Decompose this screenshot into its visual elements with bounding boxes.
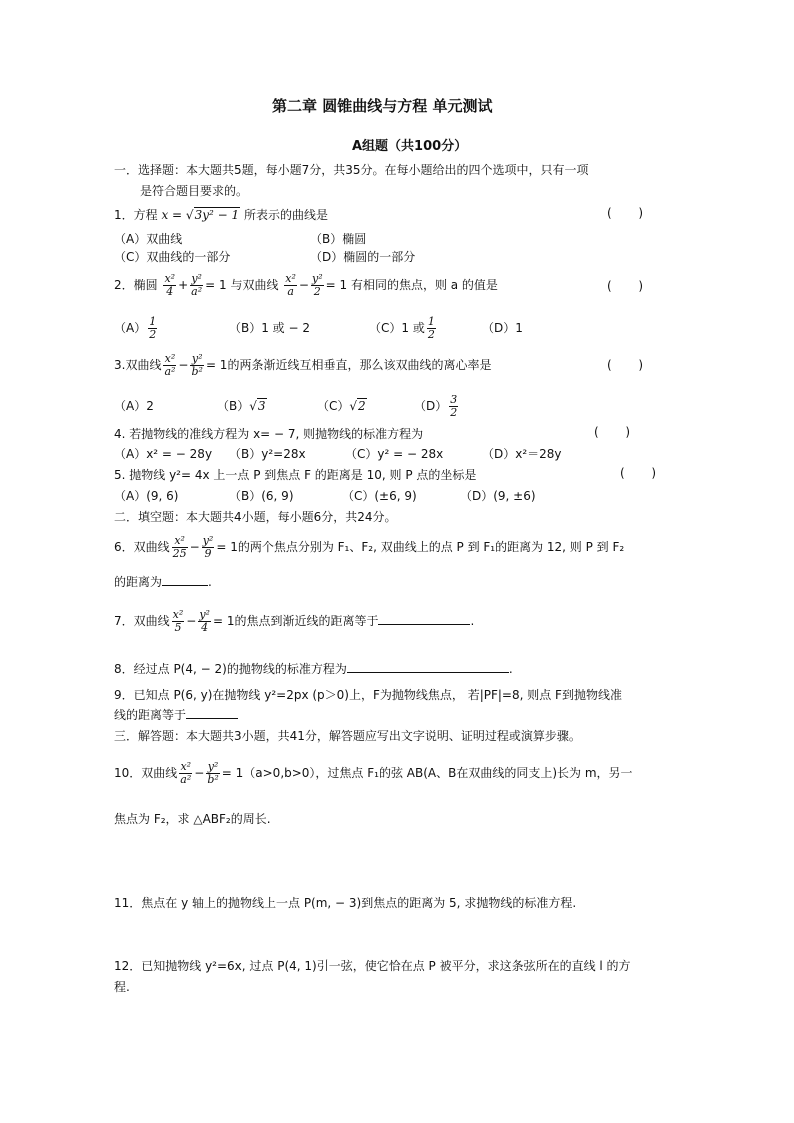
q2-fraction-2: $\frac{\text{y²}}{\text{a²}}$ (191, 272, 203, 298)
q4-option-c: （C）y² = − 28x (345, 447, 444, 461)
question-10: 10．双曲线 $\frac{\text{x²}}{\text{a²}}$ − $\frac{\text{y²}}{\text{b²}}$ = 1（a>0,b>0），过焦点 F₁的弦 AB(A、B在双曲线的同支上)长为 m，另一 (114, 760, 633, 786)
section-1-heading-cont: 是符合题目要求的。 (140, 184, 249, 198)
q3-fraction-2: $\frac{\text{y²}}{\text{b²}}$ (191, 352, 203, 378)
q10-fraction-1: $\frac{\text{x²}}{\text{a²}}$ (180, 760, 192, 786)
page-title: 第二章 圆锥曲线与方程 单元测试 (272, 97, 493, 115)
q9-answer-blank[interactable] (186, 706, 238, 719)
q2-answer-paren: ( ) (607, 279, 644, 293)
q6-answer-blank[interactable] (162, 573, 208, 586)
q7-fraction-1: $\frac{\text{x²}}{5}$ (172, 608, 184, 634)
q2-fraction-1: $\frac{\text{x²}}{4}$ (164, 272, 176, 298)
q2-option-c: （C）1 或 $\frac{1}{2}$ (369, 315, 435, 341)
section-2-heading: 二．填空题：本大题共4小题，每小题6分，共24分。 (114, 510, 397, 524)
q2-middle: 与双曲线 (230, 278, 279, 292)
q1-option-b: （B）椭圆 (310, 232, 367, 246)
q6-suffix: = 1的两个焦点分别为 F₁、F₂, 双曲线上的点 P 到 F₁的距离为 12, 则 P 到 F₂ (216, 540, 625, 554)
question-10-cont: 焦点为 F₂，求 △ABF₂的周长. (114, 812, 271, 826)
question-8: 8．经过点 P(4, − 2)的抛物线的标准方程为 . (114, 662, 513, 676)
q7-fraction-2: $\frac{\text{y²}}{4}$ (199, 608, 210, 634)
q5-option-b: （B）(6, 9) (229, 489, 294, 503)
q2-option-a: （A） $\frac{1}{2}$ (114, 315, 157, 341)
q2-option-b: （B）1 或 − 2 (229, 321, 311, 335)
q1-radicand: 3y² − 1 (194, 208, 240, 222)
q4-answer-paren: ( ) (594, 425, 631, 439)
q6-prefix: 6．双曲线 (114, 540, 170, 554)
q3-option-c: （C）√2 (317, 399, 366, 413)
q2-option-d: （D）1 (482, 321, 523, 335)
q4-option-b: （B）y²=28x (229, 447, 306, 461)
q5-option-a: （A）(9, 6) (114, 489, 179, 503)
q1-option-d: （D）椭圆的一部分 (310, 250, 416, 264)
q1-option-c: （C）双曲线的一部分 (114, 250, 231, 264)
q6-fraction-1: $\frac{\text{x²}}{25}$ (172, 534, 187, 560)
question-4: 4. 若抛物线的准线方程为 x= − 7, 则抛物线的标准方程为 (114, 427, 424, 441)
q5-option-c: （C）(±6, 9) (342, 489, 417, 503)
q10-fraction-2: $\frac{\text{y²}}{\text{b²}}$ (207, 760, 219, 786)
question-6-cont: 的距离为 . (114, 575, 212, 589)
q4-option-a: （A）x² = − 28y (114, 447, 213, 461)
question-9-cont: 线的距离等于 (114, 706, 238, 724)
q3-option-d: （D） $\frac{3}{2}$ (414, 393, 458, 419)
q1-prefix: 1．方程 (114, 208, 158, 222)
question-11: 11．焦点在 y 轴上的抛物线上一点 P(m, − 3)到焦点的距离为 5, 求抛物线的标准方程. (114, 896, 577, 910)
q1-suffix: 所表示的曲线是 (243, 208, 328, 222)
q5-option-d: （D）(9, ±6) (460, 489, 536, 503)
q10-prefix: 10．双曲线 (114, 766, 178, 780)
q4-option-d: （D）x²＝28y (482, 447, 562, 461)
q7-suffix: 的焦点到渐近线的距离等于 (234, 614, 379, 628)
question-1 (114, 206, 328, 224)
sqrt-sign: √ (185, 208, 194, 222)
question-2: 2．椭圆 $\frac{\text{x²}}{4}$ + $\frac{\text{y²}}{\text{a²}}$ = 1 与双曲线 $\frac{\text{x²}}{a}$ − $\frac{\text{y²}}{2}$ = 1 有相同的焦点，则 a 的值是 (114, 272, 498, 298)
question-9: 9．已知点 P(6, y)在抛物线 y²=2px (p＞0)上，F为抛物线焦点， 若|PF|=8, 则点 F到抛物线准 (114, 688, 622, 702)
q2-suffix: 有相同的焦点，则 a 的值是 (350, 278, 498, 292)
q10-suffix: = 1（a>0,b>0），过焦点 F₁的弦 AB(A、B在双曲线的同支上)长为 m，另一 (221, 766, 633, 780)
q3-suffix: 的两条渐近线互相垂直，那么该双曲线的离心率是 (227, 358, 492, 372)
question-6: 6．双曲线 $\frac{\text{x²}}{25}$ − $\frac{\text{y²}}{9}$ = 1的两个焦点分别为 F₁、F₂, 双曲线上的点 P 到 F₁的距离为 12, 则 P 到 F₂ (114, 534, 625, 560)
q8-answer-blank[interactable] (347, 660, 509, 673)
question-5: 5. 抛物线 y²= 4x 上一点 P 到焦点 F 的距离是 10, 则 P 点的坐标是 (114, 468, 477, 482)
question-12-cont: 程. (114, 980, 130, 994)
q1-option-a: （A）双曲线 (114, 232, 183, 246)
q3-answer-paren: ( ) (607, 358, 644, 372)
q7-answer-blank[interactable] (378, 612, 470, 625)
q7-prefix: 7．双曲线 (114, 614, 170, 628)
section-3-heading: 三．解答题：本大题共3小题，共41分，解答题应写出文字说明、证明过程或演算步骤。 (114, 729, 581, 743)
question-12: 12．已知抛物线 y²=6x, 过点 P(4, 1)引一弦，使它恰在点 P 被平分，求这条弦所在的直线 l 的方 (114, 959, 631, 973)
q1-answer-paren: ( ) (607, 206, 644, 220)
q2-fraction-4: $\frac{\text{y²}}{2}$ (311, 272, 323, 298)
q3-option-a: （A）2 (114, 399, 154, 413)
q5-answer-paren: ( ) (620, 466, 657, 480)
q2-prefix: 2．椭圆 (114, 278, 158, 292)
q1-equation: x = (161, 208, 186, 222)
q3-fraction-1: $\frac{\text{x²}}{\text{a²}}$ (164, 352, 176, 378)
question-3: 3.双曲线 $\frac{\text{x²}}{\text{a²}}$ − $\frac{\text{y²}}{\text{b²}}$ = 1的两条渐近线互相垂直，那么该双曲线的离心率是 (114, 352, 492, 378)
section-subtitle: A组题（共100分） (352, 139, 468, 154)
q3-prefix: 3.双曲线 (114, 358, 162, 372)
section-1-heading: 一．选择题：本大题共5题，每小题7分，共35分。在每小题给出的四个选项中，只有一项 (114, 163, 589, 177)
q2-fraction-3: $\frac{\text{x²}}{a}$ (285, 272, 296, 298)
q3-option-b: （B）√3 (217, 399, 266, 413)
q6-fraction-2: $\frac{\text{y²}}{9}$ (202, 534, 214, 560)
question-7: 7．双曲线 $\frac{\text{x²}}{5}$ − $\frac{\text{y²}}{4}$ = 1的焦点到渐近线的距离等于 . (114, 608, 475, 634)
